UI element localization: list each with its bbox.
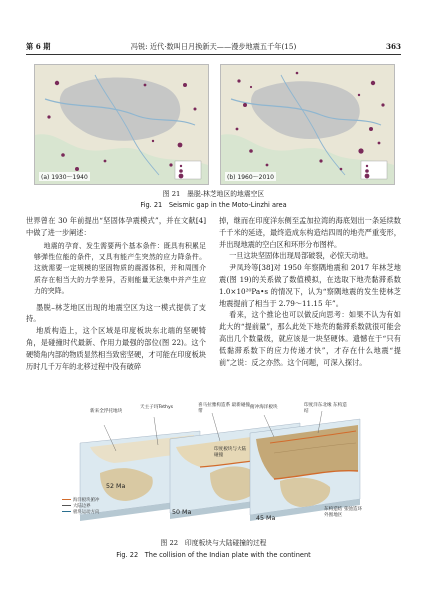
age-label: 45 Ma <box>256 515 276 522</box>
annotation: 俯冲海洋板块 <box>250 405 278 410</box>
legend-item <box>62 510 99 516</box>
age-label: 52 Ma <box>106 483 126 490</box>
legend-label: 大陆边界 <box>73 504 91 509</box>
paragraph: 一旦这块坚固体出现局部破裂，必惊天动地。 <box>229 251 373 261</box>
figure-22 <box>60 403 368 531</box>
map-a-graphic <box>35 65 208 184</box>
annotation: 新来全浮托地块 <box>90 409 123 414</box>
body-left-column <box>26 215 206 372</box>
legend-label: 海洋板块俯冲 <box>73 498 100 503</box>
annotation: 印度板块与大陆碰撞 <box>214 447 247 458</box>
paragraph: 墨脱–林芝地区出现的地震空区为这一模式提供了支持。 <box>26 302 206 324</box>
map-b-label: (b) 1960～2010 <box>227 174 274 181</box>
collision-diagram <box>60 403 368 531</box>
body-right-column <box>219 215 401 368</box>
paragraph: 掉，继而在印度洋东侧至孟加拉湾的海底划出一条延续数千千米的延迹，最终造成东构造结四周的地壳严重变形，并出现地震的空白区和环形分布图样。 <box>219 216 401 249</box>
paragraph: 看来，这个推论也可以做反向思考：如果不认为有如此大的“提前量”，那么此处下地壳的黏滞系数就很可能会高出几个数量级，就应该是一块坚硬体。遗憾在于“只有低黏滞系数下的应力传递才快”，才存在什么地震“提前”之说：反之亦然。这个问题，可深入探讨。 <box>219 310 401 367</box>
issue-number: 第 6 期 <box>26 42 51 51</box>
map-a-label: (a) 1930～1940 <box>41 174 88 181</box>
age-label: 50 Ma <box>172 509 192 516</box>
figure-22-legend <box>62 498 99 516</box>
annotation: 印度洋东北缘 东构造结 <box>304 403 347 414</box>
figure-22-caption-en: Fig. 22 The collision of the Indian plate with the continent <box>116 551 311 559</box>
paragraph: 尹凤玲等[38]对 1950 年察隅地震和 2017 年林芝地震(图 19)的关系做了数值模拟，在选取下地壳黏滞系数 1.0×10²⁰Pa•s 的情况下，认为“察隅地震的发生使林芝地震提前了相当于 2.79～11.15 年”。 <box>219 263 401 308</box>
page-number: 363 <box>385 42 401 51</box>
legend-swatch <box>62 499 71 500</box>
annotation: 喜马拉雅构造系 最新碰撞带 <box>198 403 250 414</box>
figure-22-caption-cn: 图 22 印度板块与大陆碰撞的过程 <box>160 539 267 547</box>
legend-swatch <box>62 505 71 506</box>
figure-21-caption-cn: 图 21 墨脱-林芝地区的地震空区 <box>162 190 265 198</box>
annotation: 东构造结 张弛造环 外围地区 <box>324 507 363 518</box>
map-b-graphic <box>221 65 394 184</box>
figure-21 <box>34 64 394 184</box>
figure-21-caption-en: Fig. 21 Seismic gap in the Moto-Linzhi area <box>140 201 287 209</box>
paragraph: 世界曾在 30 年前提出“坚固体孕震模式”，并在文献[4]中做了进一步阐述： <box>26 216 206 237</box>
legend-swatch <box>62 511 71 512</box>
legend-label: 板块运动方向 <box>73 510 100 515</box>
running-title: 冯锐: 近代·数叫日月换新天——漫步地震五千年(15) <box>130 42 297 51</box>
annotation: 天主子玛Tethys <box>140 405 174 410</box>
block-quote: 地震的孕育、发生需要两个基本条件：既具有积累足够弹性位能的条件，又具有能产生突然的应力降条件。这就需要一定规模的坚固物质的震源体积，并和周围介质存在相当大的力学差异，否则能量无法集中并产生应力的突降。 <box>34 241 206 296</box>
paragraph: 地质构造上，这个区域是印度板块东北端的坚硬犄角，是碰撞时代最新、作用力最强的部位(图 22)。这个硬犄角内部的物质显然相当致密坚硬，才可能在印度板块历时几千万年的北移过程中没有破碎 <box>26 326 206 371</box>
seismicity-map-b <box>220 64 395 185</box>
running-header <box>26 40 401 55</box>
seismicity-map-a <box>34 64 209 185</box>
